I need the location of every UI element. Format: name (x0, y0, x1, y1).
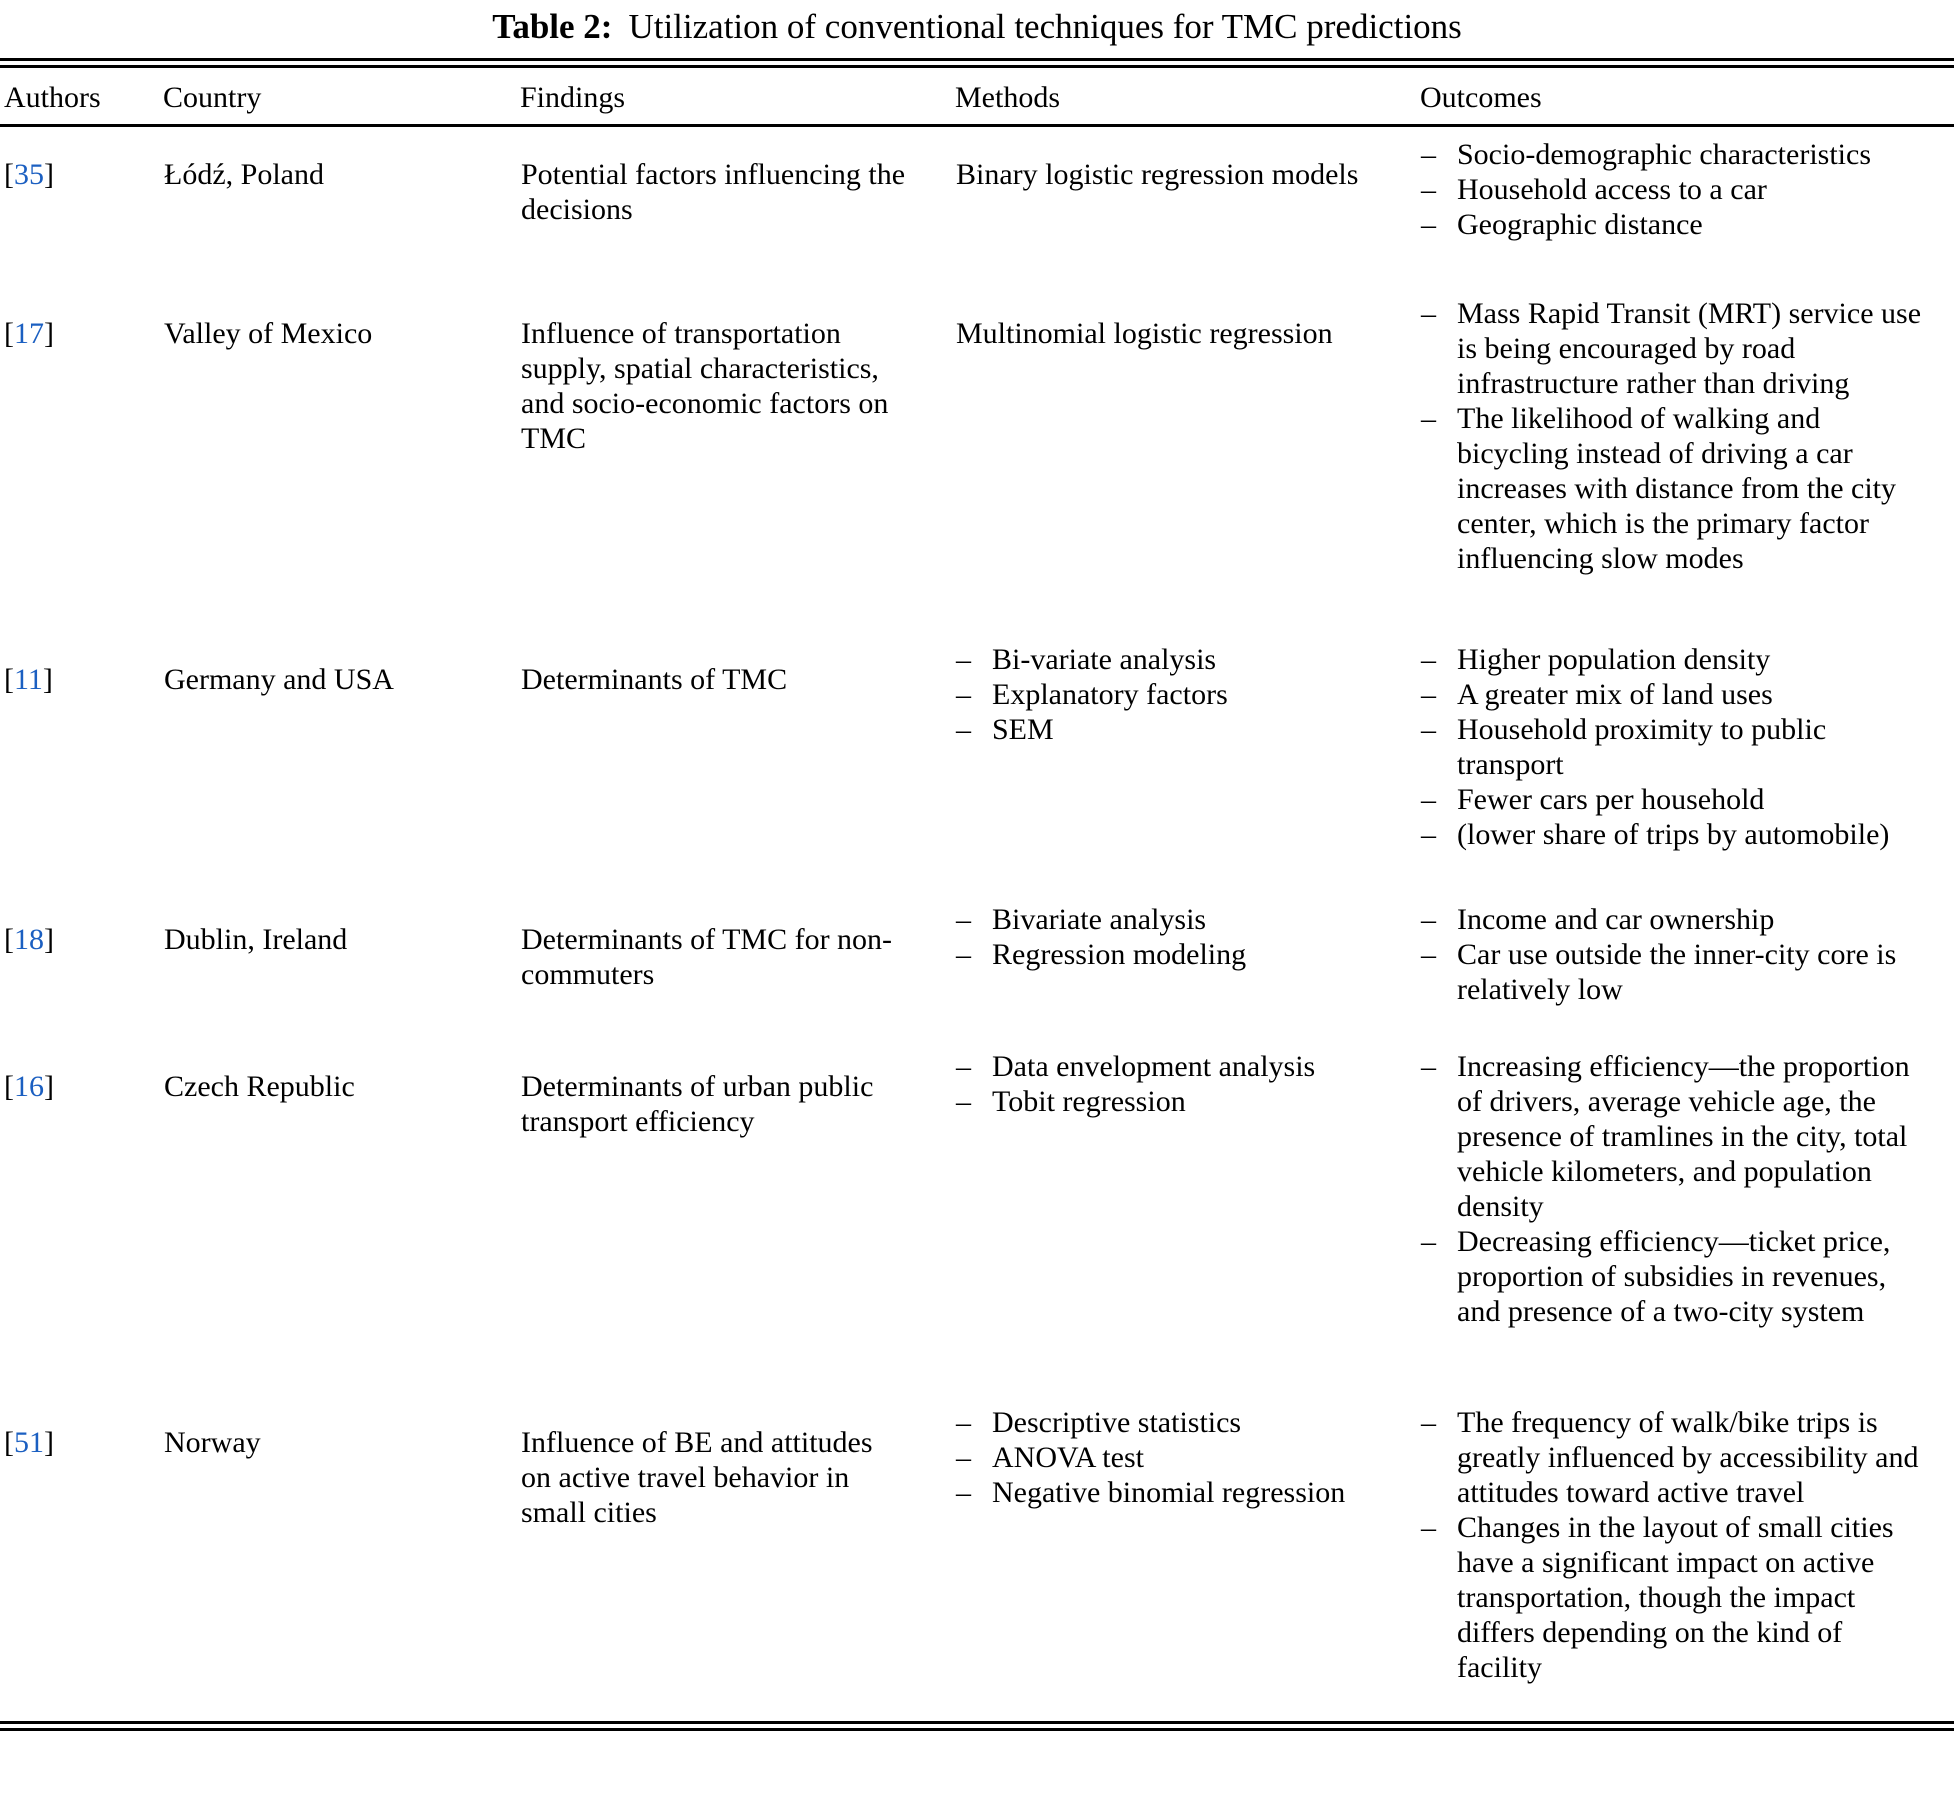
citation-link[interactable] (4, 158, 54, 191)
dash-marker: – (1421, 1406, 1436, 1439)
list-item (956, 1440, 1380, 1475)
dash-marker: – (1421, 713, 1436, 746)
dash-marker: – (1421, 818, 1436, 851)
citation-number: 16 (14, 1070, 44, 1103)
citation-link[interactable] (4, 923, 54, 956)
dash-marker: – (1421, 1050, 1436, 1083)
list-item (1421, 1405, 1934, 1510)
list-item-text: Geographic distance (1457, 208, 1703, 241)
list-item-text: Bivariate analysis (992, 903, 1207, 936)
list-item (1421, 1049, 1934, 1224)
list-item-text: Fewer cars per household (1457, 783, 1765, 816)
citation-link[interactable] (4, 1070, 54, 1103)
list-item-text: Changes in the layout of small cities have a significant impact on active transportation, though the impact differs depending on the kind of facility (1457, 1511, 1894, 1684)
country-cell: Valley of Mexico (164, 317, 373, 350)
findings-cell: Potential factors influencing the decisions (521, 158, 906, 226)
list-item (956, 902, 1380, 937)
outcomes-cell (1420, 1385, 1954, 1721)
citation-bracket: ] (44, 923, 54, 956)
country-cell: Czech Republic (164, 1070, 355, 1103)
outcomes-cell (1420, 620, 1954, 892)
authors-cell (0, 266, 163, 620)
dash-marker: – (1421, 938, 1436, 971)
citation-number: 17 (14, 317, 44, 350)
dash-marker: – (956, 1476, 971, 1509)
list-item-text: The likelihood of walking and bicycling instead of driving a car increases with distance from the city center, which is the primary factor influencing slow modes (1457, 402, 1897, 575)
authors-cell (0, 126, 163, 267)
citation-bracket: [ (4, 317, 14, 350)
list-item (1421, 712, 1934, 782)
methods-cell (955, 892, 1420, 1033)
list-item (1421, 401, 1934, 576)
header-row (0, 68, 1954, 126)
list-item (956, 677, 1380, 712)
list-item-text: Household proximity to public transport (1457, 713, 1827, 781)
table-row (0, 126, 1954, 267)
list-item (1421, 902, 1934, 937)
dash-marker: – (1421, 208, 1436, 241)
methods-cell (955, 620, 1420, 892)
dash-marker: – (1421, 138, 1436, 171)
citation-number: 18 (14, 923, 44, 956)
list-item-text: Descriptive statistics (992, 1406, 1242, 1439)
dash-marker: – (1421, 173, 1436, 206)
list-item (956, 1084, 1380, 1119)
country-cell: Dublin, Ireland (164, 923, 348, 956)
list-item-text: A greater mix of land uses (1457, 678, 1773, 711)
outcomes-cell (1420, 1033, 1954, 1385)
dash-marker: – (1421, 678, 1436, 711)
citation-link[interactable] (4, 1426, 54, 1459)
list-item (1421, 172, 1934, 207)
table-row (0, 620, 1954, 892)
list-item (1421, 137, 1934, 172)
dash-marker: – (1421, 903, 1436, 936)
list-item (956, 1475, 1380, 1510)
list-item-text: Mass Rapid Transit (MRT) service use is being encouraged by road infrastructure rather than driving (1457, 297, 1922, 400)
table-caption-text: Utilization of conventional techniques for TMC predictions (628, 7, 1462, 46)
citation-link[interactable] (4, 663, 53, 696)
list-item (956, 1405, 1380, 1440)
dash-marker: – (956, 643, 971, 676)
column-header-outcomes: Outcomes (1420, 68, 1954, 126)
methods-cell: Multinomial logistic regression (956, 317, 1333, 350)
findings-cell: Determinants of TMC for non-commuters (521, 923, 893, 991)
outcomes-cell (1420, 126, 1954, 267)
list-item (1421, 782, 1934, 817)
dash-marker: – (956, 678, 971, 711)
column-header-findings: Findings (520, 68, 955, 126)
citation-bracket: ] (44, 1426, 54, 1459)
findings-cell: Determinants of urban public transport efficiency (521, 1070, 874, 1138)
list-item (956, 712, 1380, 747)
dash-marker: – (956, 1406, 971, 1439)
dash-marker: – (956, 1441, 971, 1474)
list-item (956, 1049, 1380, 1084)
citation-bracket: [ (4, 158, 14, 191)
top-rule (0, 58, 1954, 68)
citation-number: 35 (14, 158, 44, 191)
table-row (0, 266, 1954, 620)
citation-bracket: [ (4, 923, 14, 956)
citation-bracket: [ (4, 663, 14, 696)
citation-bracket: ] (44, 1070, 54, 1103)
dash-marker: – (956, 1050, 971, 1083)
list-item-text: Household access to a car (1457, 173, 1767, 206)
list-item-text: Increasing efficiency—the proportion of drivers, average vehicle age, the presence of tramlines in the city, total vehicle kilometers, and population density (1457, 1050, 1910, 1223)
list-item (1421, 677, 1934, 712)
table-caption-label: Table 2: (492, 7, 613, 46)
list-item (1421, 207, 1934, 242)
findings-cell: Determinants of TMC (521, 663, 788, 696)
methods-cell: Binary logistic regression models (956, 158, 1359, 191)
list-item-text: Regression modeling (992, 938, 1247, 971)
authors-cell (0, 620, 163, 892)
dash-marker: – (956, 1085, 971, 1118)
list-item-text: Tobit regression (992, 1085, 1186, 1118)
citation-bracket: ] (44, 317, 54, 350)
citation-bracket: [ (4, 1070, 14, 1103)
list-item (1421, 1510, 1934, 1685)
citation-number: 51 (14, 1426, 44, 1459)
dash-marker: – (956, 713, 971, 746)
outcomes-cell (1420, 266, 1954, 620)
country-cell: Norway (164, 1426, 261, 1459)
list-item-text: Decreasing efficiency—ticket price, proportion of subsidies in revenues, and presence of a two-city system (1457, 1225, 1891, 1328)
column-header-authors: Authors (0, 68, 163, 126)
dash-marker: – (1421, 1225, 1436, 1258)
methods-cell (955, 1033, 1420, 1385)
list-item-text: Explanatory factors (992, 678, 1228, 711)
table-row (0, 1033, 1954, 1385)
findings-cell: Influence of BE and attitudes on active travel behavior in small cities (521, 1426, 873, 1529)
list-item-text: Data envelopment analysis (992, 1050, 1316, 1083)
dash-marker: – (956, 938, 971, 971)
list-item-text: Higher population density (1457, 643, 1771, 676)
country-cell: Łódź, Poland (164, 158, 324, 191)
list-item (1421, 1224, 1934, 1329)
list-item (1421, 642, 1934, 677)
authors-cell (0, 1033, 163, 1385)
dash-marker: – (1421, 643, 1436, 676)
findings-cell: Influence of transportation supply, spatial characteristics, and socio-economic factors on TMC (521, 317, 889, 455)
dash-marker: – (956, 903, 971, 936)
dash-marker: – (1421, 402, 1436, 435)
bottom-rule (0, 1721, 1954, 1731)
list-item (956, 937, 1380, 972)
citation-link[interactable] (4, 317, 54, 350)
tmc-table (0, 68, 1954, 1721)
methods-cell (955, 1385, 1420, 1721)
dash-marker: – (1421, 297, 1436, 330)
list-item-text: ANOVA test (992, 1441, 1144, 1474)
list-item-text: The frequency of walk/bike trips is greatly influenced by accessibility and attitudes toward active travel (1457, 1406, 1919, 1509)
list-item-text: Income and car ownership (1457, 903, 1775, 936)
list-item-text: Negative binomial regression (992, 1476, 1346, 1509)
list-item-text: Socio-demographic characteristics (1457, 138, 1871, 171)
authors-cell (0, 1385, 163, 1721)
list-item (956, 642, 1380, 677)
column-header-country: Country (163, 68, 520, 126)
citation-bracket: [ (4, 1426, 14, 1459)
table-caption (0, 0, 1954, 58)
list-item-text: SEM (992, 713, 1054, 746)
table-row (0, 892, 1954, 1033)
authors-cell (0, 892, 163, 1033)
citation-number: 11 (14, 663, 43, 696)
outcomes-cell (1420, 892, 1954, 1033)
list-item-text: Bi-variate analysis (992, 643, 1217, 676)
citation-bracket: ] (44, 158, 54, 191)
dash-marker: – (1421, 1511, 1436, 1544)
list-item-text: Car use outside the inner-city core is relatively low (1457, 938, 1897, 1006)
column-header-methods: Methods (955, 68, 1420, 126)
table-row (0, 1385, 1954, 1721)
list-item (1421, 937, 1934, 1007)
country-cell: Germany and USA (164, 663, 394, 696)
list-item (1421, 817, 1934, 852)
citation-bracket: ] (42, 663, 53, 696)
list-item (1421, 296, 1934, 401)
list-item-text: (lower share of trips by automobile) (1457, 818, 1890, 851)
dash-marker: – (1421, 783, 1436, 816)
